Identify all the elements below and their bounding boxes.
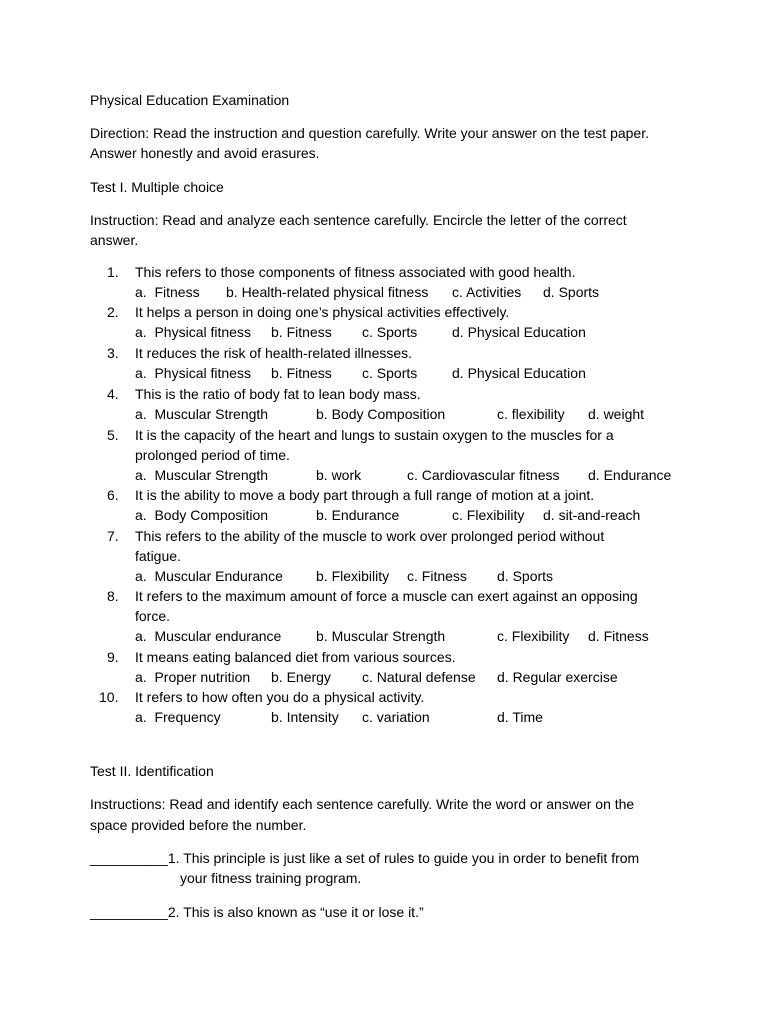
answer-option-d[interactable]: d. Physical Education (452, 365, 586, 381)
question-text: It helps a person in doing one’s physical activities effectively. (135, 304, 510, 320)
question-text: It reduces the risk of health-related illnesses. (135, 345, 413, 361)
question-text: This is the ratio of body fat to lean body mass. (135, 386, 421, 402)
direction-line-2: Answer honestly and avoid erasures. (90, 145, 320, 161)
question-text: force. (135, 608, 171, 624)
direction-line-1: Direction: Read the instruction and question carefully. Write your answer on the test paper. (90, 125, 650, 141)
answer-option-c[interactable]: c. Cardiovascular fitness (407, 467, 560, 483)
answer-option-c[interactable]: c. flexibility (497, 406, 565, 422)
question-text: fatigue. (135, 548, 181, 564)
answer-option-c[interactable]: c. Fitness (407, 568, 467, 584)
answer-option-a[interactable]: a. Frequency (135, 709, 221, 725)
answer-option-b[interactable]: b. Fitness (271, 324, 332, 340)
question-number: 8. (107, 588, 119, 604)
question-number: 10. (99, 689, 119, 705)
question-number: 9. (107, 649, 119, 665)
question-number: 2. (107, 304, 119, 320)
answer-option-a[interactable]: a. Physical fitness (135, 324, 251, 340)
answer-option-c[interactable]: c. Natural defense (362, 669, 476, 685)
test1-heading: Test I. Multiple choice (90, 179, 224, 195)
answer-option-a[interactable]: a. Muscular Endurance (135, 568, 283, 584)
item-text: This is also known as “use it or lose it.” (183, 904, 424, 920)
question-text: This refers to the ability of the muscle to work over prolonged period without (135, 528, 605, 544)
answer-blank[interactable]: __________ (90, 850, 168, 866)
question-number: 5. (107, 427, 119, 443)
answer-option-c[interactable]: c. Sports (362, 365, 418, 381)
item-text-continued: your fitness training program. (180, 870, 362, 886)
answer-option-d[interactable]: d. weight (588, 406, 645, 422)
test2-instruction-line-2: space provided before the number. (90, 817, 307, 833)
answer-option-a[interactable]: a. Muscular endurance (135, 628, 282, 644)
answer-option-b[interactable]: b. Intensity (271, 709, 339, 725)
test1-instruction-line-1: Instruction: Read and analyze each sentence carefully. Encircle the letter of the correct (90, 212, 627, 228)
answer-option-b[interactable]: b. Muscular Strength (316, 628, 446, 644)
answer-option-a[interactable]: a. Muscular Strength (135, 467, 269, 483)
answer-option-b[interactable]: b. Flexibility (316, 568, 390, 584)
answer-option-d[interactable]: d. Regular exercise (497, 669, 618, 685)
answer-option-b[interactable]: b. Fitness (271, 365, 332, 381)
answer-option-d[interactable]: d. Fitness (588, 628, 649, 644)
question-text: It refers to the maximum amount of force a muscle can exert against an opposing (135, 588, 638, 604)
question-number: 4. (107, 386, 119, 402)
test1-instruction-line-2: answer. (90, 232, 139, 248)
item-number: 2. (167, 904, 180, 920)
question-text: It is the capacity of the heart and lungs to sustain oxygen to the muscles for a (135, 427, 614, 443)
answer-option-b[interactable]: b. work (316, 467, 362, 483)
question-number: 7. (107, 528, 119, 544)
answer-option-d[interactable]: d. Sports (543, 284, 600, 300)
question-text: It means eating balanced diet from various sources. (135, 649, 456, 665)
test2-heading: Test II. Identification (90, 763, 214, 779)
answer-blank[interactable]: __________ (90, 904, 168, 920)
answer-option-d[interactable]: d. Physical Education (452, 324, 586, 340)
question-text: It is the ability to move a body part through a full range of motion at a joint. (135, 487, 595, 503)
answer-option-a[interactable]: a. Fitness (135, 284, 200, 300)
question-text: It refers to how often you do a physical activity. (135, 689, 425, 705)
answer-option-c[interactable]: c. Activities (452, 284, 522, 300)
answer-option-c[interactable]: c. Flexibility (497, 628, 570, 644)
answer-option-b[interactable]: b. Body Composition (316, 406, 446, 422)
question-text: This refers to those components of fitness associated with good health. (135, 264, 576, 280)
answer-option-b[interactable]: b. Energy (271, 669, 331, 685)
page-title: Physical Education Examination (90, 92, 290, 108)
item-text: This principle is just like a set of rules to guide you in order to benefit from (183, 850, 640, 866)
answer-option-a[interactable]: a. Physical fitness (135, 365, 251, 381)
answer-option-d[interactable]: d. Time (497, 709, 543, 725)
item-number: 1. (167, 850, 180, 866)
question-text: prolonged period of time. (135, 447, 290, 463)
question-number: 1. (107, 264, 119, 280)
question-number: 3. (107, 345, 119, 361)
answer-option-d[interactable]: d. Endurance (588, 467, 672, 483)
answer-option-d[interactable]: d. sit-and-reach (543, 507, 641, 523)
answer-option-a[interactable]: a. Muscular Strength (135, 406, 269, 422)
answer-option-b[interactable]: b. Health-related physical fitness (226, 284, 429, 300)
question-number: 6. (107, 487, 119, 503)
answer-option-a[interactable]: a. Body Composition (135, 507, 269, 523)
answer-option-a[interactable]: a. Proper nutrition (135, 669, 251, 685)
answer-option-c[interactable]: c. variation (362, 709, 430, 725)
answer-option-d[interactable]: d. Sports (497, 568, 554, 584)
identification-item (90, 848, 639, 868)
answer-option-c[interactable]: c. Sports (362, 324, 418, 340)
test2-instruction-line-1: Instructions: Read and identify each sentence carefully. Write the word or answer on the (90, 796, 635, 812)
identification-item (90, 902, 424, 922)
answer-option-c[interactable]: c. Flexibility (452, 507, 525, 523)
answer-option-b[interactable]: b. Endurance (316, 507, 400, 523)
